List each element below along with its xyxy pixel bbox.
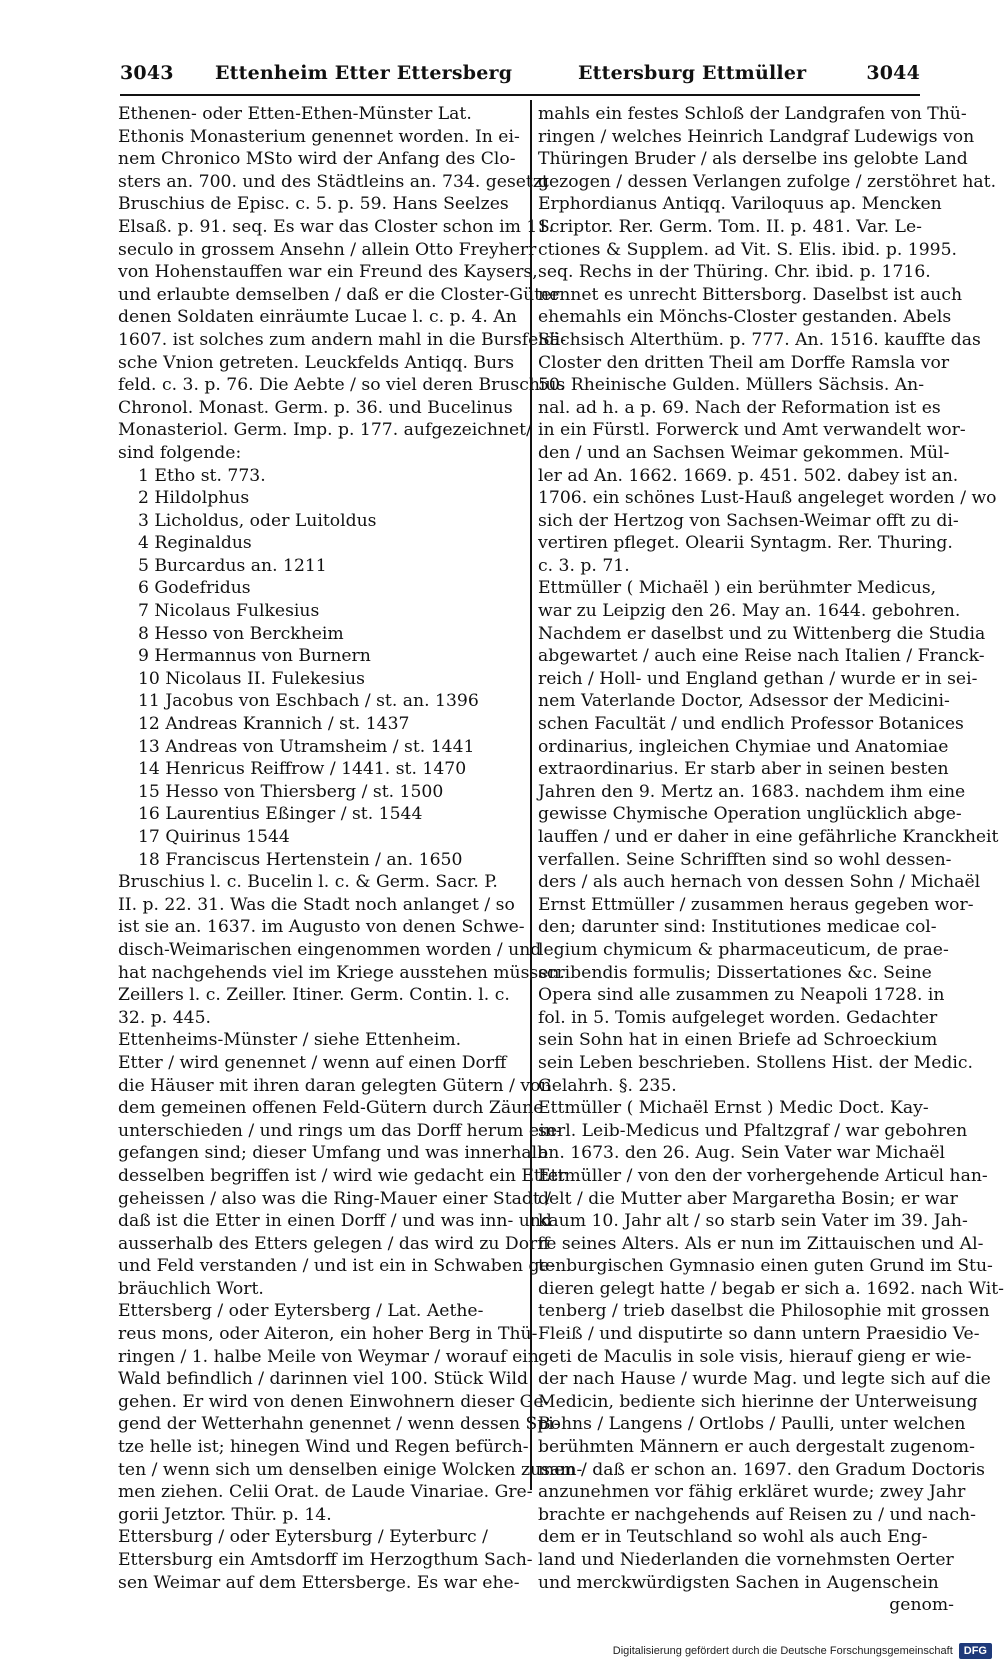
text-line: geheissen / also was die Ring-Mauer einer Stadt / xyxy=(118,1188,552,1209)
text-line: Nachdem er daselbst und zu Wittenberg die Studia xyxy=(538,623,986,644)
text-line: 1607. ist solches zum andern mahl in die Bursfeldi- xyxy=(118,329,567,350)
text-line: Ettenheims-Münster / siehe Ettenheim. xyxy=(118,1030,462,1051)
text-line: scribendis formulis; Dissertationes &c. Seine xyxy=(538,962,932,983)
page-number-left: 3043 xyxy=(120,62,174,84)
text-line: berühmten Männern er auch dergestalt zugenom- xyxy=(538,1437,975,1458)
headwords-right: Ettersburg Ettmüller xyxy=(578,62,807,84)
text-line: Erphordianus Antiqq. Variloquus ap. Mencken xyxy=(538,194,942,215)
abbot-list-item: 17 Quirinus 1544 xyxy=(138,827,290,847)
text-line: war zu Leipzig den 26. May an. 1644. gebohren. xyxy=(538,601,961,622)
abbot-list-item: 7 Nicolaus Fulkesius xyxy=(138,601,320,622)
text-line: sein Leben beschrieben. Stollens Hist. der Medic. xyxy=(538,1052,973,1073)
text-line: von Hohenstauffen war ein Freund des Kaysers, xyxy=(118,262,538,283)
text-line: dem er in Teutschland so wohl als auch Eng- xyxy=(538,1527,928,1548)
text-line: Jahren den 9. Mertz an. 1683. nachdem ihm eine xyxy=(538,781,966,802)
text-line: gorii Jetztor. Thür. p. 14. xyxy=(118,1504,332,1525)
text-line: desselben begriffen ist / wird wie gedacht ein Etter xyxy=(118,1165,567,1186)
text-line: extraordinarius. Er starb aber in seinen besten xyxy=(538,759,949,780)
page-number-right: 3044 xyxy=(866,62,920,84)
text-line: ist sie an. 1637. im Augusto von denen Schwe- xyxy=(118,917,525,938)
text-line: und merckwürdigsten Sachen in Augenschein xyxy=(538,1572,939,1593)
abbot-list-item: 15 Hesso von Thiersberg / st. 1500 xyxy=(138,781,444,802)
abbot-list-item: 9 Hermannus von Burnern xyxy=(138,646,371,667)
text-line: Bruschius de Episc. c. 5. p. 59. Hans Seelzes xyxy=(118,194,509,215)
text-line: kaum 10. Jahr alt / so starb sein Vater im 39. Jah- xyxy=(538,1211,968,1232)
text-line: Elsaß. p. 91. seq. Es war das Closter schon im 11. xyxy=(118,216,554,237)
abbot-list-item: 14 Henricus Reiffrow / 1441. st. 1470 xyxy=(138,759,467,780)
headwords-left: Ettenheim Etter Ettersberg xyxy=(215,62,513,84)
text-line: Fleiß / und disputirte so dann untern Praesidio Ve- xyxy=(538,1324,980,1345)
header-rule xyxy=(120,94,920,96)
abbot-list-item: 2 Hildolphus xyxy=(138,488,250,509)
text-line: Bruschius l. c. Bucelin l. c. & Germ. Sacr. P. xyxy=(118,872,498,893)
text-line: ringen / welches Heinrich Landgraf Ludewigs von xyxy=(538,126,975,147)
text-line: die Häuser mit ihren daran gelegten Gütern / von xyxy=(118,1075,552,1096)
text-line: Ettersburg / oder Eytersburg / Eyterburc / xyxy=(118,1527,488,1548)
text-line: ders / als auch hernach von dessen Sohn / Michaël xyxy=(538,872,981,893)
text-line: vertiren pfleget. Olearii Syntagm. Rer. Thuring. xyxy=(538,533,953,554)
text-line: Bohns / Langens / Ortlobs / Paulli, unter welchen xyxy=(538,1414,966,1435)
text-line: Ethonis Monasterium genennet worden. In ei- xyxy=(118,126,520,147)
text-line: dieren gelegt hatte / begab er sich a. 1692. nach Wit- xyxy=(538,1278,1004,1299)
text-line: ler ad An. 1662. 1669. p. 451. 502. dabey ist an. xyxy=(538,465,959,486)
abbot-list-item: 5 Burcardus an. 1211 xyxy=(138,555,327,576)
abbot-list-item: 10 Nicolaus II. Fulekesius xyxy=(138,668,365,689)
text-line: gefangen sind; dieser Umfang und was innerhalb xyxy=(118,1143,549,1164)
digitization-credit xyxy=(613,1640,992,1662)
right-column xyxy=(538,103,1004,1617)
text-line: gend der Wetterhahn genennet / wenn dessen Spi- xyxy=(118,1414,560,1435)
text-line: serl. Leib-Medicus und Pfaltzgraf / war gebohren xyxy=(538,1120,968,1141)
text-line: den; darunter sind: Institutiones medicae col- xyxy=(538,917,937,938)
text-line: sich der Hertzog von Sachsen-Weimar offt zu di- xyxy=(538,510,959,531)
text-line: abgewartet / auch eine Reise nach Italien / Franck- xyxy=(538,646,985,667)
text-line: Monasteriol. Germ. Imp. p. 177. aufgezeichnet/ xyxy=(118,420,532,441)
text-line: fol. in 5. Tomis aufgeleget worden. Gedachter xyxy=(538,1007,938,1028)
text-line: land und Niederlanden die vornehmsten Oerter xyxy=(538,1550,954,1570)
text-line: tenberg / trieb daselbst die Philosophie mit grossen xyxy=(538,1301,990,1322)
text-line: brachte er nachgehends auf Reisen zu / und nach- xyxy=(538,1504,976,1525)
text-line: anzunehmen vor fähig erkläret wurde; zwey Jahr xyxy=(538,1482,966,1503)
text-line: gewisse Chymische Operation unglücklich abge- xyxy=(538,804,962,825)
credit-text: Digitalisierung gefördert durch die Deutsche Forschungsgemeinschaft xyxy=(612,1645,953,1657)
text-line: Ettmüller ( Michaël Ernst ) Medic Doct. Kay- xyxy=(538,1098,929,1119)
text-line: in ein Fürstl. Forwerck und Amt verwandelt wor- xyxy=(538,420,966,441)
text-line: men / daß er schon an. 1697. den Gradum Doctoris xyxy=(538,1459,985,1480)
text-line: gehen. Er wird von denen Einwohnern dieser Ge- xyxy=(118,1391,550,1412)
abbot-list-item: 6 Godefridus xyxy=(138,578,251,599)
text-line: sche Vnion getreten. Leuckfelds Antiqq. Burs xyxy=(118,352,515,373)
abbot-list-item: 18 Franciscus Hertenstein / an. 1650 xyxy=(138,849,463,870)
text-line: und erlaubte demselben / daß er die Closter-Güter xyxy=(118,284,560,305)
text-line: Zeillers l. c. Zeiller. Itiner. Germ. Contin. l. c. xyxy=(118,985,510,1006)
text-line: 1706. ein schönes Lust-Hauß angeleget worden / wo xyxy=(538,488,997,509)
text-line: Sächsisch Alterthüm. p. 777. An. 1516. kauffte das xyxy=(538,329,981,350)
text-line: unterschieden / und rings um das Dorff herum ein- xyxy=(118,1120,562,1141)
text-line: 50. Rheinische Gulden. Müllers Sächsis. An- xyxy=(538,375,925,396)
text-line: sen Weimar auf dem Ettersberge. Es war ehe- xyxy=(118,1572,520,1593)
text-line: tze helle ist; hinegen Wind und Regen befürch- xyxy=(118,1437,529,1458)
text-line: ten / wenn sich um denselben einige Wolcken zusam- xyxy=(118,1459,583,1480)
text-line: nem Chronico MSto wird der Anfang des Clo- xyxy=(118,149,516,170)
text-line: men ziehen. Celii Orat. de Laude Vinariae. Gre- xyxy=(118,1482,533,1503)
abbot-list-item: 1 Etho st. 773. xyxy=(138,465,266,486)
text-line: daß ist die Etter in einen Dorff / und was inn- und xyxy=(118,1211,552,1232)
text-line: geti de Maculis in sole visis, hierauf gieng er wie- xyxy=(538,1346,972,1367)
text-line: und Feld verstanden / und ist ein in Schwaben ge- xyxy=(118,1256,556,1277)
text-line: Ettmüller / von den der vorhergehende Articul han- xyxy=(538,1165,988,1186)
text-line: sein Sohn hat in einen Briefe ad Schroeckium xyxy=(538,1030,938,1051)
text-line: Thüringen Bruder / als derselbe ins gelobte Land xyxy=(538,149,968,170)
text-line: nal. ad h. a p. 69. Nach der Reformation ist es xyxy=(538,397,941,418)
text-line: hat nachgehends viel im Kriege ausstehen müssen. xyxy=(118,962,565,983)
text-line: Chronol. Monast. Germ. p. 36. und Bucelinus xyxy=(118,397,513,418)
text-line: dem gemeinen offenen Feld-Gütern durch Zäune xyxy=(118,1098,544,1119)
dfg-logo: DFG xyxy=(959,1643,992,1659)
text-line: Etter / wird genennet / wenn auf einen Dorff xyxy=(118,1052,507,1073)
text-line: bräuchlich Wort. xyxy=(118,1278,264,1299)
text-line: lauffen / und er daher in eine gefährliche Kranckheit xyxy=(538,827,999,847)
text-line: Ethenen- oder Etten-Ethen-Münster Lat. xyxy=(118,104,472,124)
text-line: gezogen / dessen Verlangen zufolge / zerstöhret hat. xyxy=(538,171,997,192)
text-line: mahls ein festes Schloß der Landgrafen von Thü- xyxy=(538,104,967,124)
text-line: Medicin, bediente sich hierinne der Unterweisung xyxy=(538,1391,978,1412)
text-line: Closter den dritten Theil am Dorffe Ramsla vor xyxy=(538,352,950,373)
text-line: den / und an Sachsen Weimar gekommen. Mül- xyxy=(538,442,950,463)
text-line: Ettersburg ein Amtsdorff im Herzogthum Sach- xyxy=(118,1550,533,1570)
text-line: feld. c. 3. p. 76. Die Aebte / so viel deren Bruschius xyxy=(118,375,566,396)
abbot-list-item: 16 Laurentius Eßinger / st. 1544 xyxy=(138,804,423,825)
text-line: nem Vaterlande Doctor, Adsessor der Medicini- xyxy=(538,691,950,712)
abbot-list-item: 3 Licholdus, oder Luitoldus xyxy=(138,510,377,531)
text-line: 32. p. 445. xyxy=(118,1007,211,1028)
running-header xyxy=(120,62,920,92)
text-line: ehemahls ein Mönchs-Closter gestanden. Abels xyxy=(538,307,952,328)
text-line: schen Facultät / und endlich Professor Botanices xyxy=(538,714,964,735)
text-line: Opera sind alle zusammen zu Neapoli 1728. in xyxy=(538,985,945,1006)
text-line: legium chymicum & pharmaceuticum, de prae- xyxy=(538,939,949,960)
text-line: tenburgischen Gymnasio einen guten Grund im Stu- xyxy=(538,1256,993,1277)
abbot-list-item: 8 Hesso von Berckheim xyxy=(138,623,344,644)
text-line: sters an. 700. und des Städtleins an. 734. gesetzt xyxy=(118,171,549,192)
text-line: sind folgende: xyxy=(118,442,242,463)
text-line: verfallen. Seine Schrifften sind so wohl dessen- xyxy=(538,849,952,870)
abbot-list-item: 11 Jacobus von Eschbach / st. an. 1396 xyxy=(138,691,479,712)
text-line: disch-Weimarischen eingenommen worden / und xyxy=(118,939,542,960)
text-line: denen Soldaten einräumte Lucae l. c. p. 4. An xyxy=(118,307,517,328)
text-line: reus mons, oder Aiteron, ein hoher Berg in Thü- xyxy=(118,1324,538,1345)
text-line: Ettmüller ( Michaël ) ein berühmter Medicus, xyxy=(538,578,937,599)
text-line: ordinarius, ingleichen Chymiae und Anatomiae xyxy=(538,736,949,757)
text-line: II. p. 22. 31. Was die Stadt noch anlanget / so xyxy=(118,894,515,915)
text-line: Gelahrh. §. 235. xyxy=(538,1075,677,1096)
text-line: an. 1673. den 26. Aug. Sein Vater war Michaël xyxy=(538,1143,945,1164)
text-line: delt / die Mutter aber Margaretha Bosin; er war xyxy=(538,1188,958,1209)
text-line: ausserhalb des Etters gelegen / das wird zu Dorff xyxy=(118,1233,550,1254)
text-line: reich / Holl- und England gethan / wurde er in sei- xyxy=(538,668,978,689)
catchword: genom- xyxy=(889,1595,954,1616)
abbot-list-item: 13 Andreas von Utramsheim / st. 1441 xyxy=(138,736,475,757)
left-column xyxy=(118,103,583,1594)
text-line: Ettersberg / oder Eytersberg / Lat. Aethe- xyxy=(118,1301,484,1322)
abbot-list-item: 12 Andreas Krannich / st. 1437 xyxy=(138,714,410,735)
text-line: Ernst Ettmüller / zusammen heraus gegeben wor- xyxy=(538,894,974,915)
text-line: ctiones & Supplem. ad Vit. S. Elis. ibid. p. 1995. xyxy=(538,239,957,260)
text-line: Scriptor. Rer. Germ. Tom. II. p. 481. Var. Le- xyxy=(538,216,922,237)
abbot-list-item: 4 Reginaldus xyxy=(138,533,252,554)
text-line: seq. Rechs in der Thüring. Chr. ibid. p. 1716. xyxy=(538,262,931,283)
text-line: nennet es unrecht Bittersborg. Daselbst ist auch xyxy=(538,284,963,305)
text-line: re seines Alters. Als er nun im Zittauischen und Al- xyxy=(538,1233,984,1254)
text-line: c. 3. p. 71. xyxy=(538,555,630,576)
text-line: Wald befindlich / darinnen viel 100. Stück Wild xyxy=(118,1369,528,1390)
text-line: seculo in grossem Ansehn / allein Otto Freyherr xyxy=(118,239,537,260)
text-line: ringen / 1. halbe Meile von Weymar / worauf ein xyxy=(118,1346,539,1367)
text-line: der nach Hause / wurde Mag. und legte sich auf die xyxy=(538,1369,991,1390)
